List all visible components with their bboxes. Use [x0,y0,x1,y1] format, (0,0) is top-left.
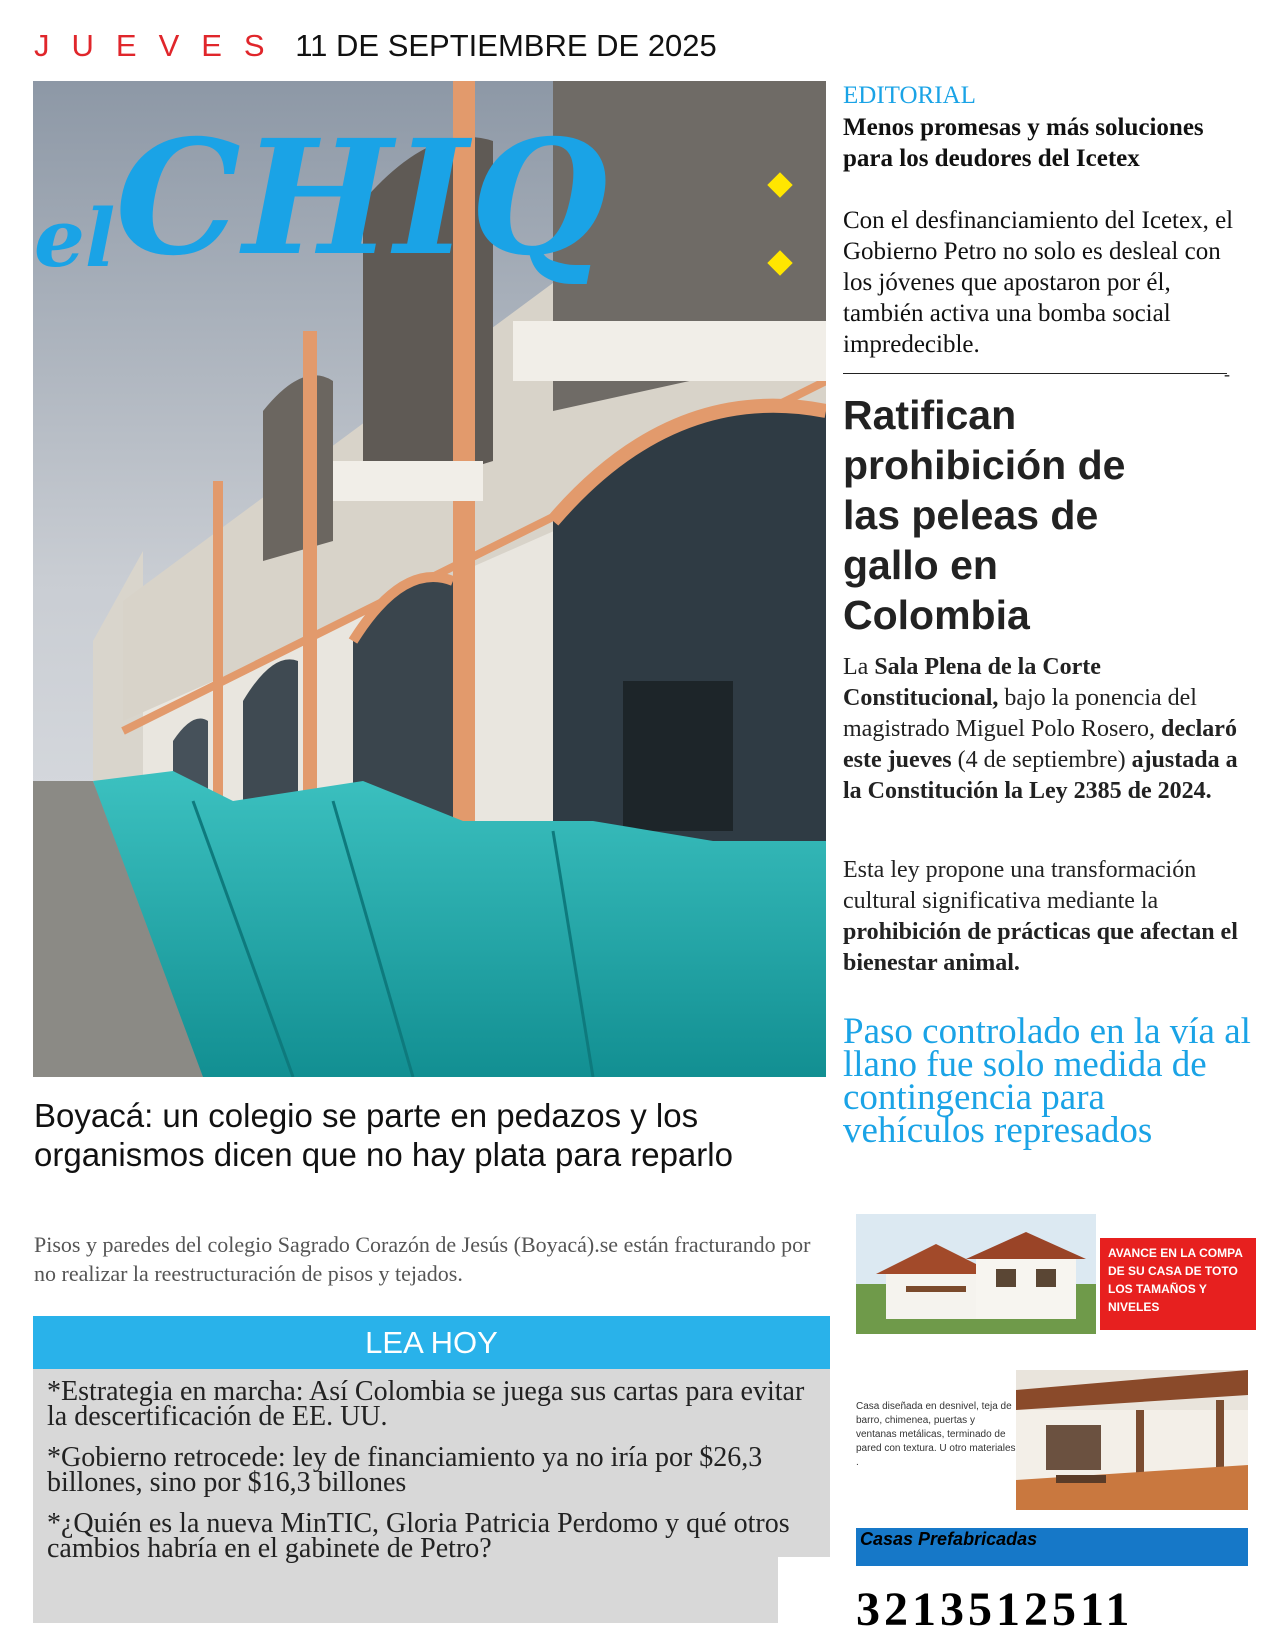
date: 11 DE SEPTIEMBRE DE 2025 [295,28,717,63]
main-dek: Pisos y paredes del colegio Sagrado Corazón de Jesús (Boyacá).se están fracturando por no realizar la reestructuración de pisos y tejados. [34,1232,811,1286]
lea-hoy-item[interactable]: *Estrategia en marcha: Así Colombia se juega sus cartas para evitar la descertificación de EE. UU. [47,1376,805,1432]
editorial-label: EDITORIAL [843,82,976,109]
lea-hoy-item[interactable]: *Gobierno retrocede: ley de financiamiento ya no iría por $26,3 billones, sino por $16,3 billones [47,1442,763,1498]
masthead-name: CHIQ [115,106,610,291]
advertisement[interactable] [856,1214,1256,1644]
divider-dash: - [1224,364,1230,384]
prefab-banner: Casas Prefabricadas [856,1528,1248,1566]
story2-headline[interactable]: Ratifican prohibición de las peleas de gallo en Colombia [843,392,1126,638]
editorial-title[interactable]: Menos promesas y más soluciones para los deudores del Icetex [843,114,1204,172]
section-divider [843,373,1227,374]
weekday: JUEVES [34,28,287,63]
main-headline[interactable]: Boyacá: un colegio se parte en pedazos y los organismos dicen que no hay plata para reparlo [34,1097,733,1173]
story2-paragraph-2: Esta ley propone una transformación cultural significativa mediante la prohibición de prácticas que afectan el bienestar animal. [843,857,1238,976]
lea-hoy-list [33,1369,830,1623]
story3-headline[interactable]: Paso controlado en la vía al llano fue solo medida de contingencia para vehículos represados [843,1011,1251,1151]
date-line [34,28,717,64]
house-photo-illustration [856,1214,1096,1334]
ad-description: Casa diseñada en desnivel, teja de barro, chimenea, puertas y ventanas metálicas, terminado de pared con textura. U otro materiales . [856,1401,1016,1468]
ad-phone-number[interactable]: 3213512511 [856,1583,1134,1636]
house-photo [856,1214,1096,1334]
promo-box: AVANCE EN LA COMPA DE SU CASA DE TOTO LOS TAMAÑOS Y NIVELES [1100,1238,1256,1330]
masthead-prefix: el [34,191,116,285]
porch-photo [1016,1370,1248,1510]
lea-hoy-header: LEA HOY [33,1316,830,1369]
lea-hoy-item[interactable]: *¿Quién es la nueva MinTIC, Gloria Patricia Perdomo y qué otros cambios habría en el gabinete de Petro? [47,1508,790,1564]
editorial-body: Con el desfinanciamiento del Icetex, el Gobierno Petro no solo es desleal con los jóvenes que apostaron por él, también activa una bomba social impredecible. [843,207,1234,358]
porch-photo-illustration [1016,1370,1248,1510]
masthead-logo [34,106,610,291]
box-notch [778,1557,832,1623]
story2-paragraph-1: La Sala Plena de la Corte Constitucional, bajo la ponencia del magistrado Miguel Polo Rosero, declaró este jueves (4 de septiembre) ajustada a la Constitución la Ley 2385 de 2024. [843,654,1238,804]
